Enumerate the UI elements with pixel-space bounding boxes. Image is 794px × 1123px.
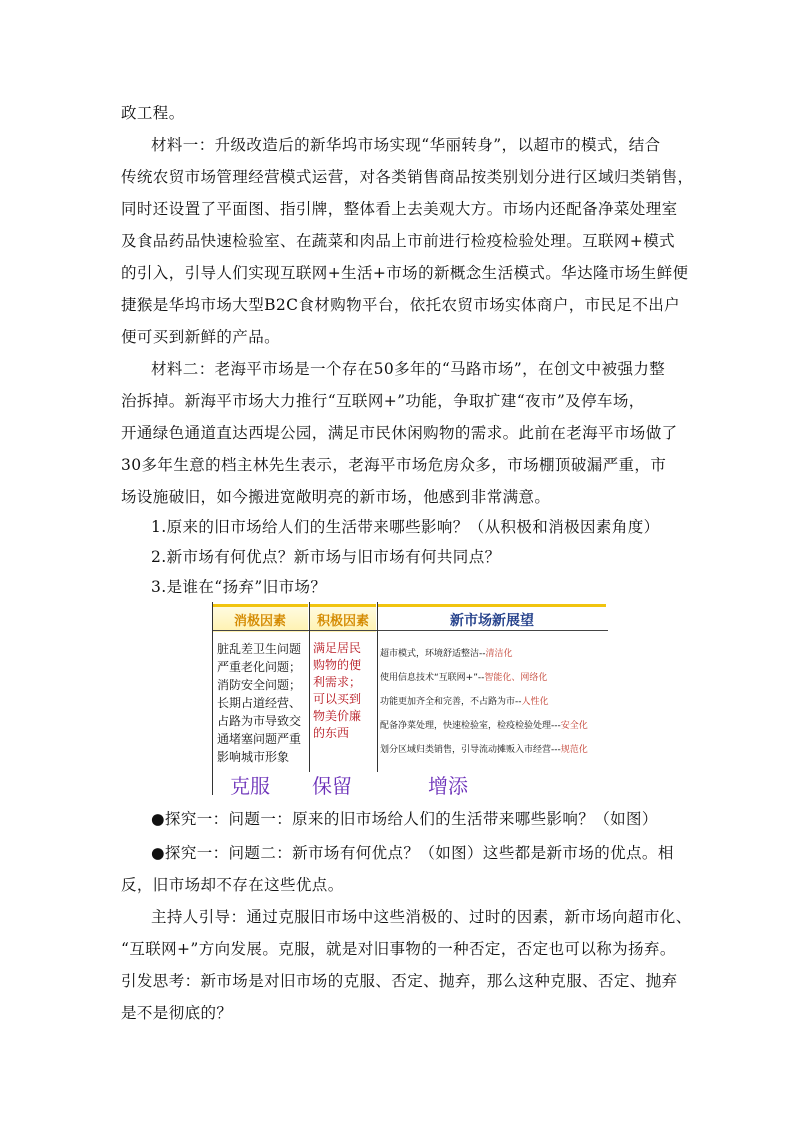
- paragraph-line: 便可买到新鲜的产品。: [121, 328, 281, 346]
- negative-item: 占路为市导致交: [217, 714, 302, 728]
- new-item-text: 使用信息技术“互联网+”--: [380, 673, 485, 683]
- new-market-item: [380, 642, 608, 666]
- new-market-item: [380, 690, 608, 714]
- paragraph-line: 捷猴是华坞市场大型B2C食材购物平台，依托农贸市场实体商户，市民足不出户: [121, 296, 681, 314]
- negative-item: 长期占道经营、: [217, 696, 302, 710]
- paragraph-line: 30多年生意的档主林先生表示，老海平市场危房众多，市场棚顶破漏严重，市: [121, 456, 667, 474]
- negative-factors-list: [217, 640, 309, 766]
- positive-factors-header: 积极因素: [310, 604, 376, 632]
- positive-factors-list: [313, 640, 377, 742]
- new-item-text: 超市模式，环境舒适整洁--: [380, 649, 486, 659]
- question-1: 1.原来的旧市场给人们的生活带来哪些影响？（从积极和消极因素角度）: [151, 518, 660, 536]
- paragraph-line: “互联网+”方向发展。克服，就是对旧事物的一种否定，否定也可以称为扬弃。: [121, 940, 676, 958]
- paragraph-line: 是不是彻底的？: [121, 1004, 233, 1022]
- negative-item: 消防安全问题；: [217, 678, 302, 692]
- negative-factors-header: 消极因素: [212, 604, 308, 632]
- paragraph-line: 引发思考：新市场是对旧市场的克服、否定、抛弃，那么这种克服、否定、抛弃: [121, 972, 678, 990]
- question-2: 2.新市场有何优点？新市场与旧市场有何共同点？: [151, 548, 501, 566]
- inquiry-1: ●探究一：问题一：原来的旧市场给人们的生活带来哪些影响？（如图）: [151, 810, 658, 828]
- paragraph-line: 的引入，引导人们实现互联网+生活+市场的新概念生活模式。华达隆市场生鲜便: [121, 264, 689, 282]
- market-comparison-figure: [212, 602, 608, 798]
- add-label: 增添: [428, 774, 468, 798]
- question-3: 3.是谁在“扬弃”旧市场？: [151, 578, 327, 596]
- paragraph-line: 材料二：老海平市场是一个存在50多年的“马路市场”，在创文中被强力整: [151, 360, 666, 378]
- paragraph-line: 政工程。: [121, 104, 185, 122]
- column-divider: [377, 602, 378, 772]
- positive-item: 利需求；: [313, 675, 362, 689]
- paragraph-line: 材料一：升级改造后的新华坞市场实现“华丽转身”，以超市的模式，结合: [151, 136, 661, 154]
- new-item-text: 功能更加齐全和完善，不占路为市--: [380, 697, 522, 707]
- positive-item: 满足居民: [313, 641, 362, 655]
- paragraph-line: 传统农贸市场管理经营模式运营，对各类销售商品按类别划分进行区域归类销售，: [121, 168, 694, 186]
- new-item-highlight: 规范化: [560, 745, 588, 755]
- positive-item: 购物的便: [313, 658, 362, 672]
- paragraph-line: 开通绿色通道直达西堤公园，满足市民休闲购物的需求。此前在老海平市场做了: [121, 424, 678, 442]
- positive-item: 物美价廉: [313, 709, 362, 723]
- paragraph-line: 同时还设置了平面图、指引牌，整体看上去美观大方。市场内还配备净菜处理室: [121, 200, 678, 218]
- negative-item: 脏乱差卫生问题: [217, 642, 302, 656]
- new-item-text: 划分区域归类销售，引导流动摊贩入市经营---: [380, 745, 561, 755]
- paragraph-line: 场设施破旧，如今搬进宽敞明亮的新市场，他感到非常满意。: [121, 488, 551, 506]
- new-market-header: 新市场新展望: [378, 604, 606, 632]
- paragraph-line: 治拆掉。新海平市场大力推行“互联网+”功能，争取扩建“夜市”及停车场，: [121, 392, 645, 410]
- positive-item: 的东西: [313, 726, 350, 740]
- left-border: [212, 602, 213, 795]
- new-item-highlight: 清洁化: [485, 649, 513, 659]
- positive-item: 可以买到: [313, 692, 362, 706]
- new-item-text: 配备净菜处理，快速检验室，检疫检验处理---: [380, 721, 561, 731]
- paragraph-line: 反，旧市场却不存在这些优点。: [121, 876, 344, 894]
- column-divider: [309, 602, 310, 772]
- negative-item: 通堵塞问题严重: [217, 732, 302, 746]
- inquiry-2: ●探究一：问题二：新市场有何优点？（如图）这些都是新市场的优点。相: [151, 844, 674, 862]
- negative-item: 影响城市形象: [217, 750, 290, 764]
- new-item-highlight: 人性化: [521, 697, 549, 707]
- paragraph-line: 及食品药品快速检验室、在蔬菜和肉品上市前进行检疫检验处理。互联网+模式: [121, 232, 675, 250]
- new-market-item: [380, 666, 608, 690]
- overcome-label: 克服: [230, 774, 270, 798]
- host-guidance: 主持人引导：通过克服旧市场中这些消极的、过时的因素，新市场向超市化、: [151, 908, 692, 926]
- new-item-highlight: 智能化、网络化: [484, 673, 548, 683]
- new-market-item: [380, 738, 608, 762]
- header-divider: [212, 630, 608, 631]
- new-item-highlight: 安全化: [560, 721, 588, 731]
- new-market-item: [380, 714, 608, 738]
- new-market-list: [380, 642, 608, 762]
- negative-item: 严重老化问题；: [217, 660, 302, 674]
- retain-label: 保留: [312, 774, 352, 798]
